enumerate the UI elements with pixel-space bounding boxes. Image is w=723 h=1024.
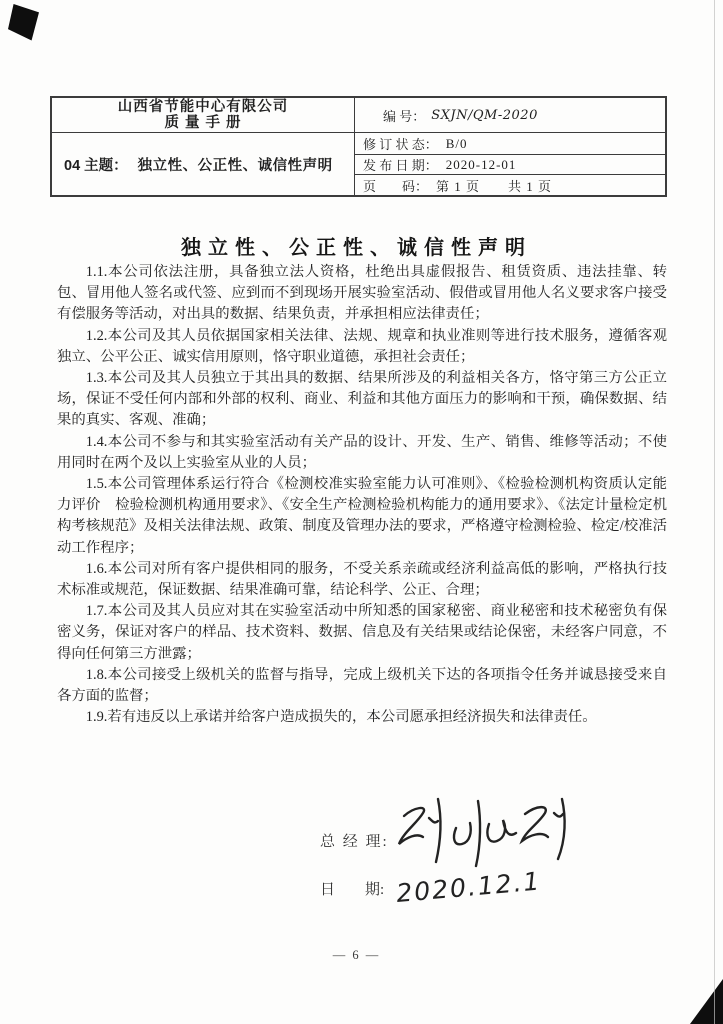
signature-block bbox=[320, 824, 620, 934]
manual-title: 质 量 手 册 bbox=[164, 115, 242, 131]
page-number-value: 第 1 页 共 1 页 bbox=[436, 178, 553, 194]
declaration-paragraph: 1.5.本公司管理体系运行符合《检测校准实验室能力认可准则》、《检验检测机构资质认定能力评价 检验检测机构通用要求》、《安全生产检测检验机构能力的通用要求》、《法定计量检定机构考核规范》及相关法律法规、政策、制度及管理办法的要求，严格遵守检测检验、检定/校准活动工作程序； bbox=[57, 476, 667, 556]
revision-status-cell bbox=[354, 132, 665, 154]
declaration-paragraph: 1.3.本公司及其人员独立于其出具的数据、结果所涉及的利益相关各方，恪守第三方公正立场，保证不受任何内部和外部的权利、商业、利益和其他方面压力的影响和干预，确保数据、结果的真实、客观、准确； bbox=[57, 370, 667, 429]
declaration-paragraph: 1.6.本公司对所有客户提供相同的服务，不受关系亲疏或经济利益高低的影响，严格执行技术标准或规范，保证数据、结果准确可靠，结论科学、公正、合理； bbox=[57, 560, 667, 599]
revision-label: 修 订 状 态： bbox=[363, 137, 438, 152]
page-number-cell bbox=[354, 174, 665, 195]
declaration-body bbox=[57, 262, 667, 728]
declaration-paragraph: 1.1.本公司依法注册，具备独立法人资格，杜绝出具虚假报告、租赁资质、违法挂靠、转包、冒用他人签名或代签、应到而不到现场开展实验室活动、假借或冒用他人名义要求客户接受有偿服务等活动，对出具的数据、结果负责，并承担相应法律责任； bbox=[57, 264, 667, 323]
footer-page-number: — 6 — bbox=[332, 948, 381, 962]
issue-date-value: 2020-12-01 bbox=[445, 156, 517, 172]
scan-corner-mark-bottom-right bbox=[690, 979, 723, 1024]
date-handwriting-text: 2020.12.1 bbox=[395, 866, 543, 908]
declaration-title: 独立性、公正性、诚信性声明 bbox=[181, 237, 532, 259]
manager-signature-handwriting bbox=[392, 792, 587, 870]
revision-value: B/0 bbox=[445, 135, 468, 151]
subject-label: 04 主题： bbox=[64, 157, 128, 174]
page-number-label: 页 码： bbox=[363, 178, 429, 194]
declaration-paragraph: 1.4.本公司不参与和其实验室活动有关产品的设计、开发、生产、销售、维修等活动；不使用同时在两个及以上实验室从业的人员； bbox=[57, 433, 667, 471]
issue-date-label: 发 布 日 期： bbox=[363, 158, 438, 173]
date-handwriting bbox=[390, 862, 565, 908]
company-title-cell bbox=[52, 98, 354, 132]
scan-corner-mark-top-left bbox=[8, 4, 39, 42]
declaration-paragraph: 1.7.本公司及其人员应对其在实验室活动中所知悉的国家秘密、商业秘密和技术秘密负有保密义务，保证对客户的样品、技术资料、数据、信息及有关结果或结论保密，未经客户同意，不得向任何第三方泄露； bbox=[57, 603, 667, 662]
doc-number-value: SXJN/QM-2020 bbox=[431, 107, 538, 123]
company-name: 山西省节能中心有限公司 bbox=[117, 99, 289, 115]
declaration-paragraph: 1.2.本公司及其人员依据国家相关法律、法规、规章和执业准则等进行技术服务，遵循客观独立、公平公正、诚实信用原则，恪守职业道德，承担社会责任； bbox=[57, 327, 667, 365]
declaration-paragraph: 1.9.若有违反以上承诺并给客户造成损失的，本公司愿承担经济损失和法律责任。 bbox=[85, 709, 597, 726]
subject-value: 独立性、公正性、诚信性声明 bbox=[137, 157, 333, 174]
doc-number-label: 编 号： bbox=[383, 108, 426, 124]
declaration-paragraph: 1.8.本公司接受上级机关的监督与指导，完成上级机关下达的各项指令任务并诚恳接受来自各方面的监督； bbox=[57, 666, 667, 705]
issue-date-cell bbox=[354, 154, 665, 174]
date-label: 日 期: bbox=[320, 882, 385, 898]
header-table bbox=[50, 96, 667, 197]
page-edge-shadow-line bbox=[714, 0, 715, 1024]
subject-cell bbox=[52, 132, 354, 195]
general-manager-label: 总 经 理: bbox=[320, 834, 389, 850]
doc-number-cell bbox=[354, 98, 665, 132]
